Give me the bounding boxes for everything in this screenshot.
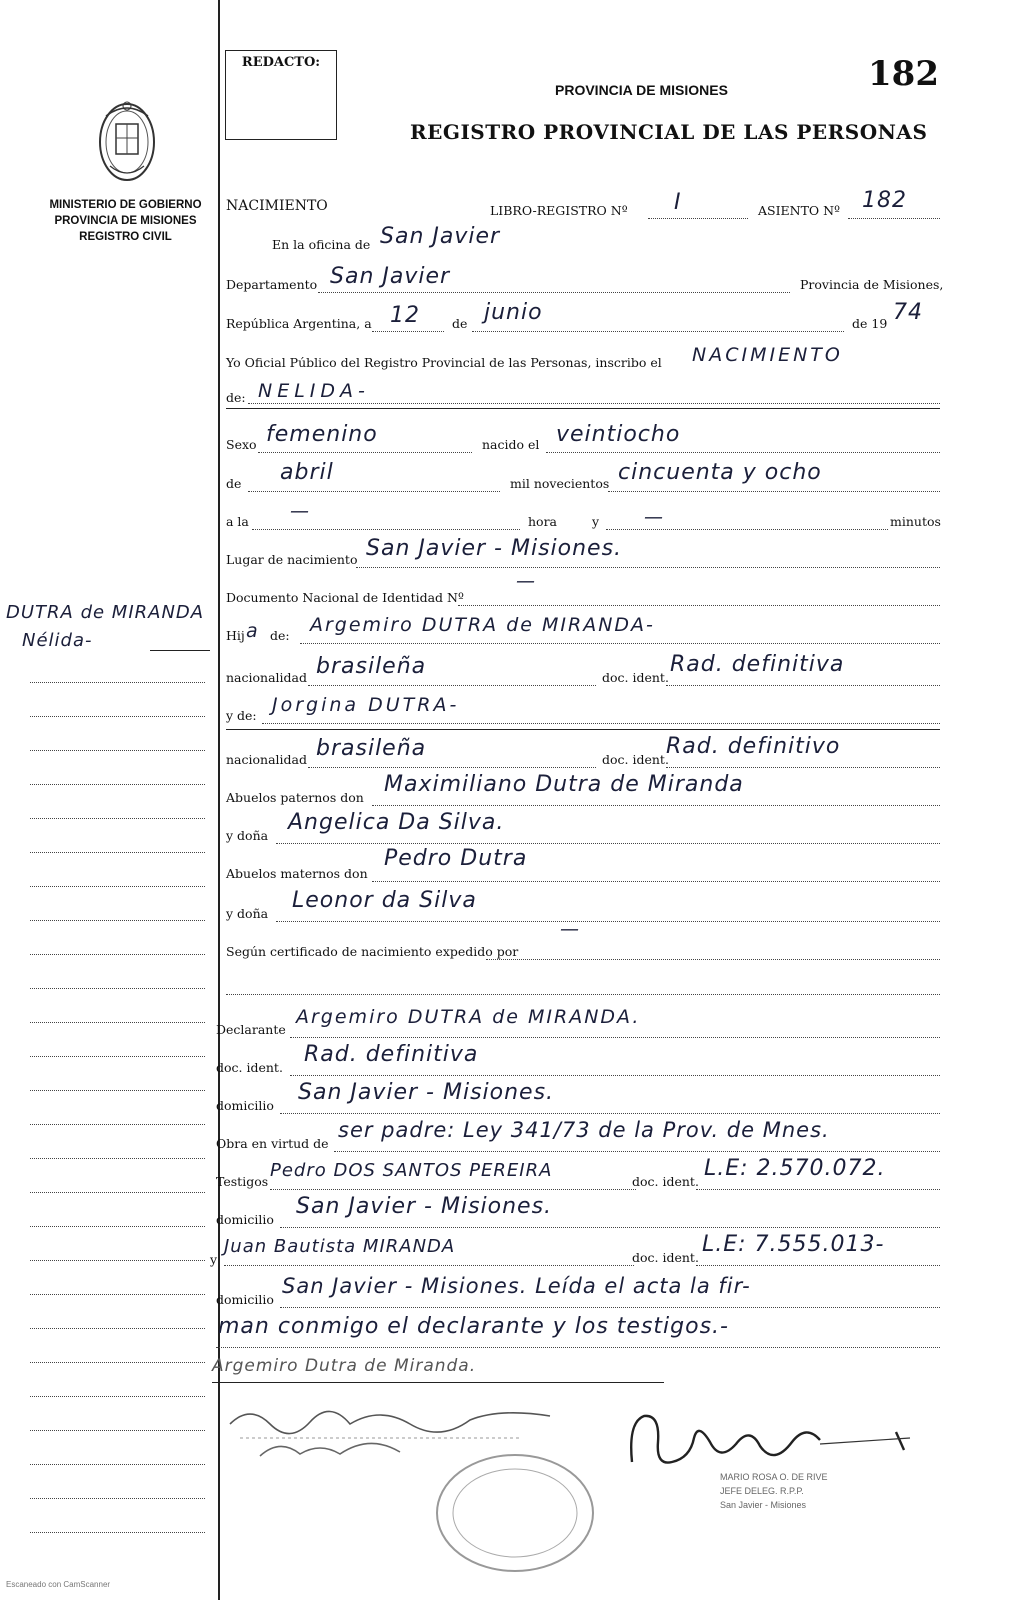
anio-nac-value: cincuenta y ocho — [618, 460, 822, 485]
margin-dotted-line — [30, 1294, 205, 1295]
abuela-pat-line — [276, 843, 940, 844]
section-rule — [226, 729, 940, 730]
abuelos-paternos-label: Abuelos paternos don — [226, 790, 364, 805]
testigo2-line — [224, 1265, 634, 1266]
anio-value: 74 — [893, 300, 923, 325]
madre-value: Jorgina DUTRA- — [272, 694, 460, 716]
domicilio-label: domicilio — [216, 1292, 274, 1307]
nacido-line — [546, 452, 940, 453]
mes-line — [472, 331, 844, 332]
de2-label: de — [226, 476, 242, 491]
segun-line — [486, 959, 940, 960]
mes-value: junio — [484, 300, 543, 325]
y-small-label: y — [210, 1252, 218, 1267]
margin-dotted-line — [30, 716, 205, 717]
registry-title: REGISTRO PROVINCIAL DE LAS PERSONAS — [410, 120, 928, 144]
provincia-label: Provincia de Misiones, — [800, 277, 944, 292]
nac-padre-line — [308, 685, 596, 686]
abuela-mat-line — [276, 921, 940, 922]
nacionalidad-label: nacionalidad — [226, 752, 307, 767]
docident-label: doc. ident. — [602, 670, 669, 685]
asiento-value: 182 — [862, 188, 907, 213]
departamento-line — [318, 292, 790, 293]
doc-testigo2-line — [696, 1265, 940, 1266]
minutos-value: — — [644, 506, 664, 528]
margin-dotted-line — [30, 954, 205, 955]
documento-line — [458, 605, 940, 606]
domicilio-label: domicilio — [216, 1212, 274, 1227]
margin-dotted-line — [30, 750, 205, 751]
docident-label: doc. ident. — [602, 752, 669, 767]
documento-value: — — [516, 570, 536, 592]
declarante-line — [290, 1037, 940, 1038]
province-heading: PROVINCIA DE MISIONES — [555, 82, 728, 98]
hijo-suffix: a — [246, 620, 259, 642]
oficina-label: En la oficina de — [272, 237, 371, 252]
closing-line — [216, 1347, 940, 1348]
redacto-label: REDACTO: — [241, 55, 321, 70]
ministry-line: PROVINCIA DE MISIONES — [54, 215, 197, 227]
margin-dotted-line — [30, 1498, 205, 1499]
margin-dotted-line — [30, 852, 205, 853]
anio-nac-line — [608, 491, 940, 492]
nombre-line — [248, 403, 940, 404]
declarante-signature-text: Argemiro Dutra de Miranda. — [212, 1356, 477, 1376]
margin-dotted-line — [30, 988, 205, 989]
doc-testigo1-line — [696, 1189, 940, 1190]
margin-note-dash — [150, 650, 210, 651]
libro-label: LIBRO-REGISTRO Nº — [490, 203, 628, 218]
testigos-label: Testigos — [216, 1174, 269, 1189]
margin-dotted-line — [30, 1396, 205, 1397]
ala-label: a la — [226, 514, 249, 529]
stamp-line: San Javier - Misiones — [720, 1500, 807, 1510]
abuelos-maternos-label: Abuelos maternos don — [226, 866, 368, 881]
nac-madre-value: brasileña — [316, 736, 427, 761]
ministry-block — [28, 197, 223, 245]
asiento-line — [848, 218, 940, 219]
nac-madre-line — [308, 767, 596, 768]
abuelo-pat-line — [372, 805, 940, 806]
ydona-label: y doña — [226, 828, 269, 843]
doc-madre-value: Rad. definitivo — [666, 734, 841, 759]
doc-declarante-line — [290, 1075, 940, 1076]
documento-label: Documento Nacional de Identidad Nº — [226, 590, 464, 605]
abuelo-mat-value: Pedro Dutra — [384, 846, 528, 871]
margin-dotted-line — [30, 1090, 205, 1091]
blank-line — [226, 994, 940, 995]
domicilio-label: domicilio — [216, 1098, 274, 1113]
margin-dotted-line — [30, 1430, 205, 1431]
dom-declarante-value: San Javier - Misiones. — [298, 1080, 555, 1105]
hijo-de-label: de: — [270, 628, 290, 643]
abuelo-pat-value: Maximiliano Dutra de Miranda — [384, 772, 744, 797]
doc-testigo1-value: L.E: 2.570.072. — [704, 1156, 886, 1181]
margin-dotted-line — [30, 1362, 205, 1363]
redacto-box — [225, 50, 337, 140]
obra-value: ser padre: Ley 341/73 de la Prov. de Mnes. — [338, 1118, 830, 1142]
testigo1-line — [270, 1189, 636, 1190]
nombre-value: NELIDA- — [258, 380, 370, 402]
section-rule — [226, 408, 940, 409]
nacido-value: veintiocho — [556, 422, 681, 447]
inscribo-value: NACIMIENTO — [692, 344, 843, 366]
margin-dotted-line — [30, 818, 205, 819]
asiento-label: ASIENTO Nº — [758, 203, 840, 218]
padre-value: Argemiro DUTRA de MIRANDA- — [310, 614, 655, 636]
minutos-line — [606, 529, 888, 530]
segun-label: Según certificado de nacimiento expedido por — [226, 944, 519, 959]
yde-label: y de: — [226, 708, 257, 723]
docident-label: doc. ident. — [632, 1174, 699, 1189]
registry-round-stamp-icon — [430, 1448, 600, 1578]
segun-value: — — [560, 918, 580, 940]
sexo-value: femenino — [266, 422, 378, 447]
margin-dotted-line — [30, 682, 205, 683]
doc-madre-line — [666, 767, 940, 768]
scanner-footer: Escaneado con CamScanner — [6, 1580, 111, 1589]
padre-line — [300, 643, 940, 644]
hora-label: hora — [528, 514, 558, 529]
lugar-value: San Javier - Misiones. — [366, 536, 623, 561]
margin-dotted-line — [30, 886, 205, 887]
sexo-line — [258, 452, 472, 453]
nacimiento-label: NACIMIENTO — [226, 198, 328, 214]
margin-dotted-line — [30, 1192, 205, 1193]
nac-padre-value: brasileña — [316, 654, 427, 679]
dom-declarante-line — [280, 1113, 940, 1114]
y-label: y — [592, 514, 600, 529]
sexo-label: Sexo — [226, 437, 257, 452]
margin-dotted-line — [30, 784, 205, 785]
lugar-label: Lugar de nacimiento — [226, 552, 358, 567]
doc-declarante-value: Rad. definitiva — [304, 1042, 479, 1067]
dom-testigo2-line — [280, 1307, 940, 1308]
mes-nac-line — [248, 491, 500, 492]
doc-padre-value: Rad. definitiva — [670, 652, 845, 677]
margin-dotted-line — [30, 1158, 205, 1159]
signature-rule — [212, 1382, 664, 1383]
libro-value: I — [674, 190, 682, 215]
dia-line — [372, 331, 444, 332]
nacionalidad-label: nacionalidad — [226, 670, 307, 685]
stamp-line: JEFE DELEG. R.P.P. — [720, 1486, 804, 1496]
hora-value: — — [290, 500, 310, 522]
abuela-mat-value: Leonor da Silva — [292, 888, 477, 913]
docident-label: doc. ident. — [216, 1060, 283, 1075]
margin-dotted-line — [30, 920, 205, 921]
obra-line — [334, 1151, 940, 1152]
doc-padre-line — [666, 685, 940, 686]
doc-testigo2-value: L.E: 7.555.013- — [702, 1232, 885, 1257]
hijo-label: Hij — [226, 628, 245, 643]
declarante-value: Argemiro DUTRA de MIRANDA. — [296, 1006, 641, 1028]
ministry-line: MINISTERIO DE GOBIERNO — [49, 199, 202, 211]
docident-label: doc. ident. — [632, 1250, 699, 1265]
margin-note-surname: DUTRA de MIRANDA — [6, 602, 205, 623]
ydona-label: y doña — [226, 906, 269, 921]
margin-dotted-line — [30, 1532, 205, 1533]
page-number: 182 — [868, 54, 939, 94]
margin-dotted-line — [30, 1226, 205, 1227]
dom-testigo1-line — [280, 1227, 940, 1228]
departamento-label: Departamento — [226, 277, 318, 292]
testigo1-value: Pedro DOS SANTOS PEREIRA — [270, 1160, 553, 1181]
dia-value: 12 — [390, 303, 420, 328]
obra-label: Obra en virtud de — [216, 1136, 329, 1151]
departamento-value: San Javier — [330, 264, 451, 289]
oficina-value: San Javier — [380, 224, 501, 249]
oficial-label: Yo Oficial Público del Registro Provincial de las Personas, inscribo el — [226, 355, 662, 370]
stamp-line: MARIO ROSA O. DE RIVE — [720, 1472, 828, 1482]
madre-line — [262, 723, 940, 724]
testigo2-value: Juan Bautista MIRANDA — [224, 1236, 456, 1257]
nacido-label: nacido el — [482, 437, 540, 452]
margin-dotted-line — [30, 1022, 205, 1023]
margin-note-name: Nélida- — [22, 630, 93, 651]
margin-dotted-line — [30, 1260, 205, 1261]
lugar-line — [356, 567, 940, 568]
declarante-label: Declarante — [216, 1022, 286, 1037]
anio-label: de 19 — [852, 316, 888, 331]
republica-label: República Argentina, a — [226, 316, 372, 331]
official-signature-icon — [620, 1402, 920, 1482]
margin-dotted-line — [30, 1124, 205, 1125]
libro-line — [648, 218, 748, 219]
nombre-label: de: — [226, 390, 246, 405]
dom-testigo1-value: San Javier - Misiones. — [296, 1194, 553, 1219]
abuela-pat-value: Angelica Da Silva. — [288, 810, 505, 835]
ministry-line: REGISTRO CIVIL — [79, 231, 172, 243]
margin-dotted-line — [30, 1464, 205, 1465]
mes-nac-value: abril — [280, 460, 334, 485]
mil-label: mil novecientos — [510, 476, 610, 491]
dom-testigo2-value: San Javier - Misiones. Leída el acta la fir- — [282, 1274, 751, 1298]
minutos-label: minutos — [890, 514, 941, 529]
province-seal-icon — [92, 96, 162, 184]
margin-dotted-line — [30, 1056, 205, 1057]
de-label: de — [452, 316, 468, 331]
abuelo-mat-line — [372, 881, 940, 882]
margin-dotted-line — [30, 1328, 205, 1329]
closing-value: man conmigo el declarante y los testigos.- — [218, 1314, 729, 1339]
hora-line — [252, 529, 520, 530]
